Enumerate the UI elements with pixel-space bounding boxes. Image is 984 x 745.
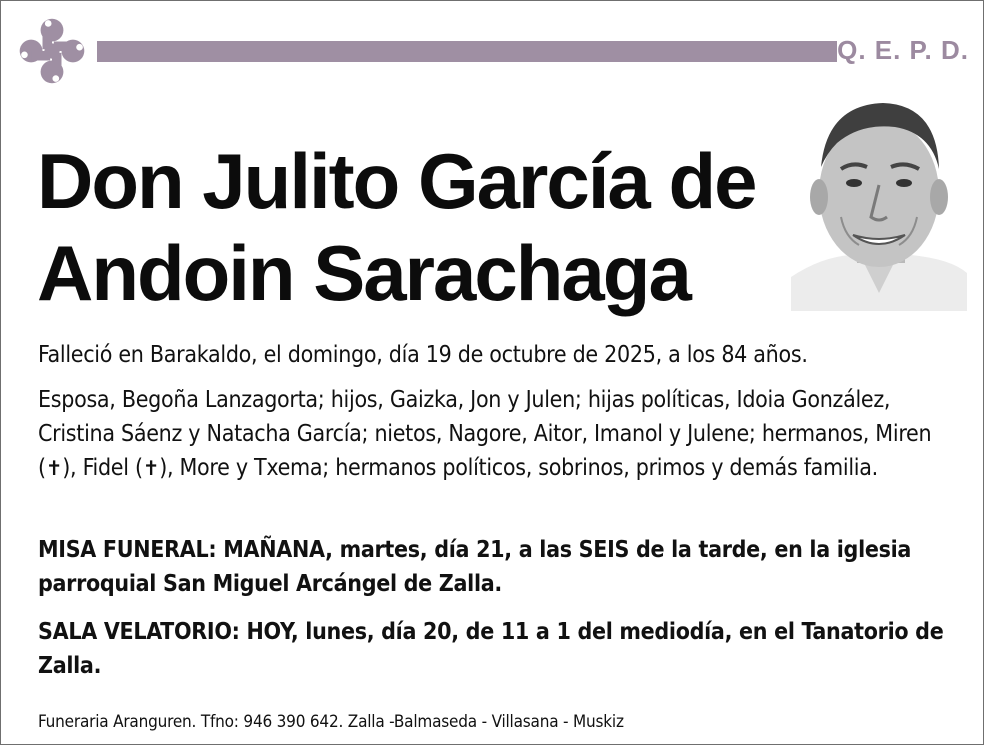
family-text-2: ), Fidel (	[62, 455, 143, 481]
funeral-home-footer: Funeraria Aranguren. Tfno: 946 390 642. Zalla -Balmaseda - Villasana - Muskiz	[38, 712, 624, 732]
family-text-3: ), More y Txema; hermanos políticos, sobrinos, primos y demás familia.	[159, 455, 878, 481]
deceased-name	[37, 135, 797, 319]
cross-icon: ✝	[45, 456, 63, 480]
death-notice: Falleció en Barakaldo, el domingo, día 19 de octubre de 2025, a los 84 años.	[38, 342, 808, 368]
name-line-1: Don Julito García de	[37, 137, 756, 225]
portrait-photo	[791, 97, 967, 311]
family-list	[38, 383, 958, 485]
funeral-mass: MISA FUNERAL: MAÑANA, martes, día 21, a las SEIS de la tarde, en la iglesia parroquial San Miguel Arcángel de Zalla.	[38, 537, 912, 597]
family-text-1: Esposa, Begoña Lanzagorta; hijos, Gaizka, Jon y Julen; hijas políticas, Idoia González, Cristina Sáenz y Natacha García; nietos, Nagore, Aitor, Imanol y Julene; hermanos, Miren (	[38, 387, 932, 481]
name-line-2: Andoin Sarachaga	[37, 229, 690, 317]
wake-room: SALA VELATORIO: HOY, lunes, día 20, de 11 a 1 del mediodía, en el Tanatorio de Zalla.	[38, 619, 944, 679]
lauburu-icon	[13, 13, 91, 89]
cross-icon: ✝	[142, 456, 160, 480]
qepd-label: Q. E. P. D.	[837, 35, 969, 65]
header-bar	[97, 41, 837, 62]
